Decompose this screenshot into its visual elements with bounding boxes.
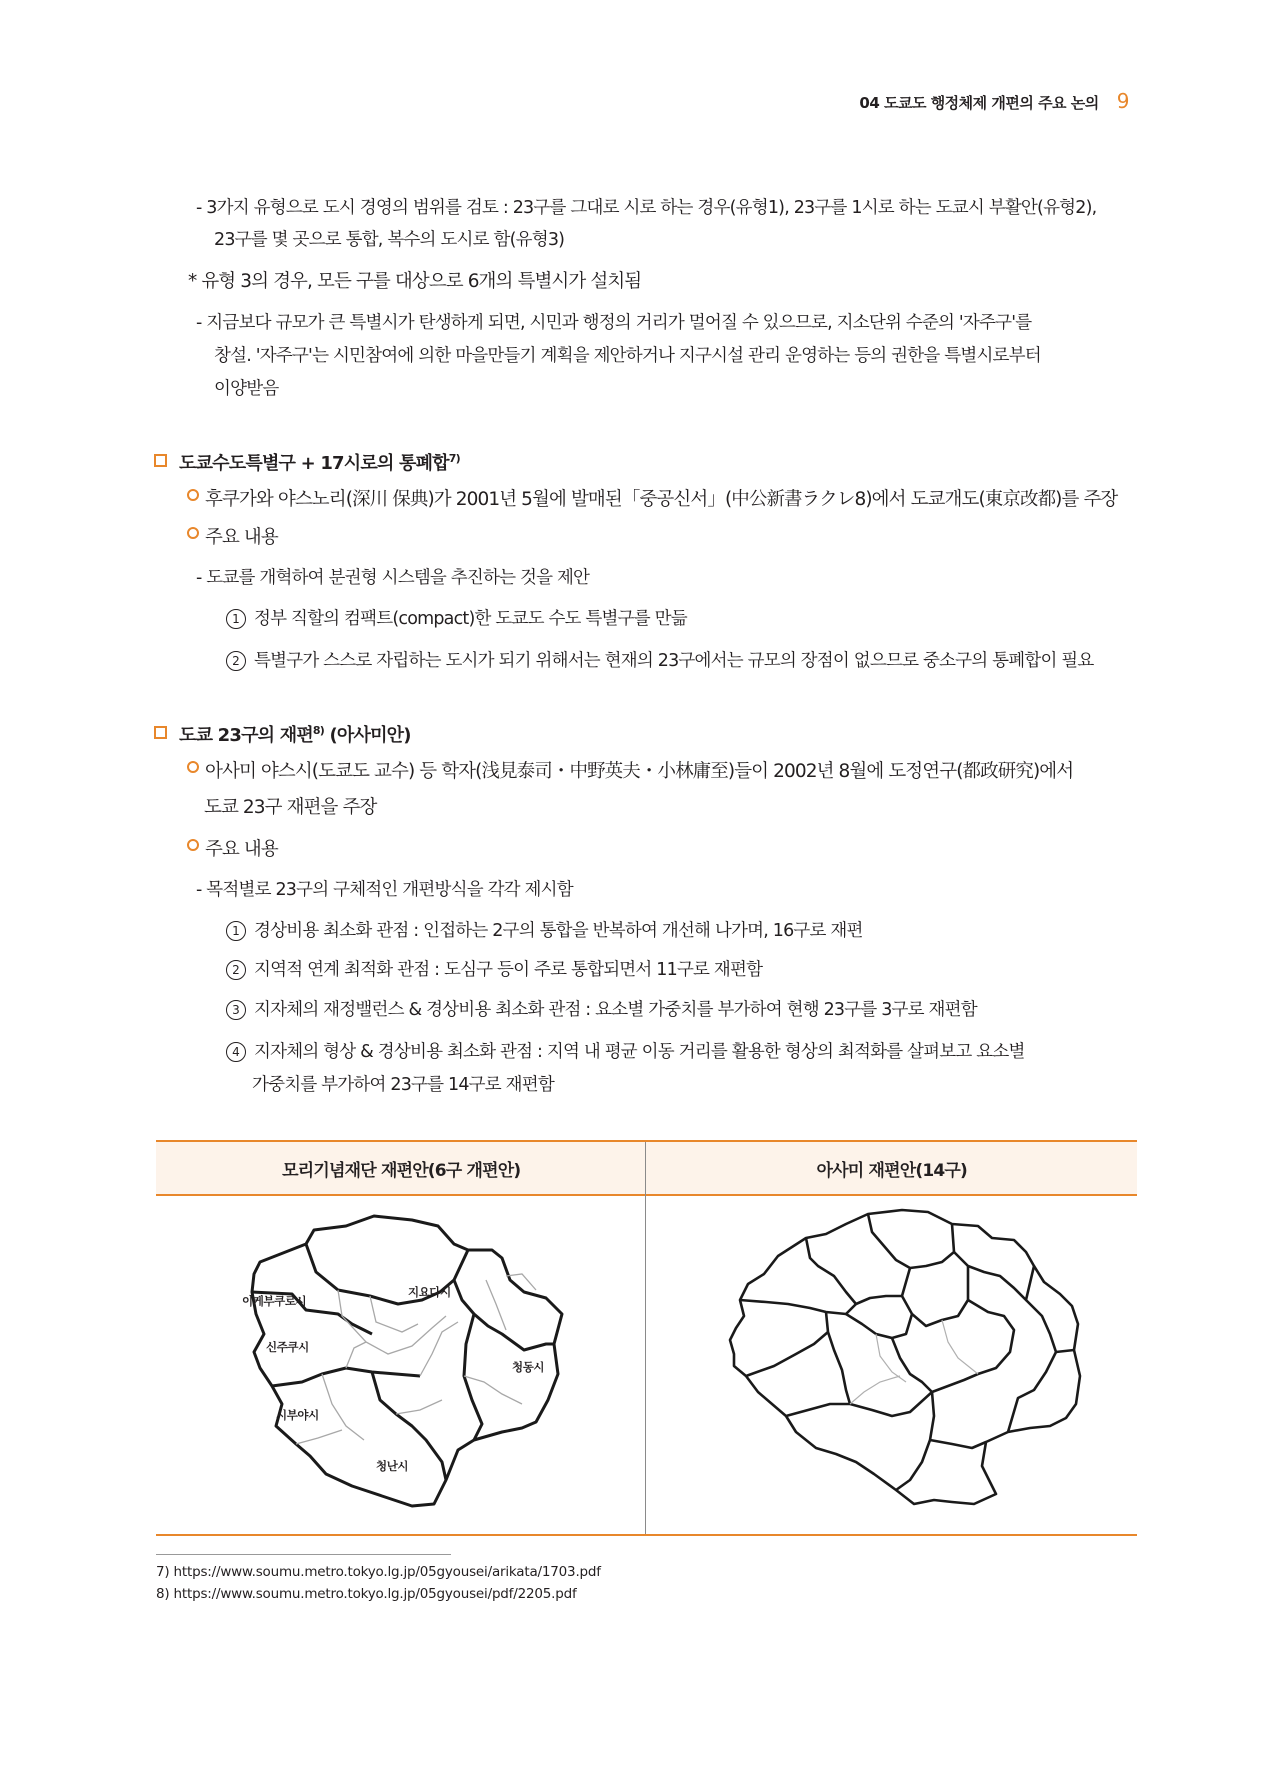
section2-bullet-2 [187, 838, 278, 862]
section2-dash-1: - 목적별로 23구의 구체적인 개편방식을 각각 제시함 [196, 880, 573, 900]
map-outline [730, 1210, 1080, 1504]
section2-heading [154, 719, 411, 748]
section2-item-1-text: 경상비용 최소화 관점 : 인접하는 2구의 통합을 반복하여 개선해 나가며, 16구로 재편 [254, 921, 863, 941]
section2-item-3 [226, 998, 977, 1022]
map-boundary [826, 1312, 850, 1404]
circle-bullet-icon [187, 761, 199, 773]
section1-bullet-2-text: 주요 내용 [205, 527, 278, 548]
section2-bullet-1-cont: 도쿄 23구 재편을 주장 [204, 797, 377, 818]
intro-line-4: 창설. '자주구'는 시민참여에 의한 마을만들기 계획을 제안하거나 지구시설 관리 운영하는 등의 권한을 특별시로부터 [214, 346, 1041, 366]
map-label-jonan: 청난시 [376, 1459, 409, 1473]
asami-14-ward-map [696, 1204, 1116, 1524]
footnote-rule [156, 1554, 451, 1555]
footnote-8[interactable]: 8) https://www.soumu.metro.tokyo.lg.jp/05gyousei/pdf/2205.pdf [156, 1586, 577, 1602]
map-label-joto: 청동시 [512, 1360, 545, 1374]
map-boundary [1008, 1352, 1056, 1432]
map-ward-line [322, 1374, 364, 1440]
map-ward-line [942, 1320, 978, 1374]
section1-item-2-text: 특별구가 스스로 자립하는 도시가 되기 위해서는 현재의 23구에서는 규모의 장점이 없으므로 중소구의 통폐합이 필요 [254, 651, 1094, 671]
circle-bullet-icon [187, 839, 199, 851]
table-header-left: 모리기념재단 재편안(6구 개편안) [282, 1160, 521, 1181]
map-ward-line [296, 1430, 342, 1444]
map-ward-line [486, 1280, 506, 1330]
section1-bullet-1 [187, 488, 1117, 512]
intro-line-3: - 지금보다 규모가 큰 특별시가 탄생하게 되면, 시민과 행정의 거리가 멀어질 수 있으므로, 지소단위 수준의 '자주구'를 [196, 313, 1032, 333]
section1-heading [154, 447, 460, 476]
map-ward-line [850, 1376, 900, 1404]
section2-title-suffix: (아사미안) [324, 725, 411, 746]
section1-item-2 [226, 649, 1094, 673]
footnote-ref-7[interactable]: 7) [448, 452, 460, 465]
section1-bullet-2 [187, 526, 278, 550]
section2-item-4-text: 지자체의 형상 & 경상비용 최소화 관점 : 지역 내 평균 이동 거리를 활용한 형상의 최적화를 살펴보고 요소별 [254, 1042, 1025, 1062]
section2-item-2 [226, 958, 762, 982]
header-title: 04 도쿄도 행정체제 개편의 주요 논의 [859, 94, 1099, 112]
section2-item-1 [226, 919, 863, 943]
map-boundary [846, 1314, 912, 1338]
intro-line-2: 23구를 몇 곳으로 통합, 복수의 도시로 함(유형3) [214, 230, 565, 250]
map-label-ikebukuro: 이케부쿠로시 [242, 1294, 307, 1308]
table-header-right: 아사미 재편안(14구) [816, 1160, 967, 1181]
map-label-shinjuku: 신주쿠시 [266, 1340, 309, 1354]
circled-number: 1 [226, 609, 246, 629]
map-boundary [932, 1300, 1014, 1392]
circled-number: 1 [226, 921, 246, 941]
circled-number: 2 [226, 960, 246, 980]
intro-note: * 유형 3의 경우, 모든 구를 대상으로 6개의 특별시가 설치됨 [188, 271, 642, 292]
section2-title: 도쿄 23구의 재편 [179, 725, 313, 746]
map-boundary [746, 1332, 828, 1376]
intro-line-5: 이양받음 [214, 379, 279, 399]
footnote-7[interactable]: 7) https://www.soumu.metro.tokyo.lg.jp/05gyousei/arikata/1703.pdf [156, 1564, 601, 1580]
circled-number: 3 [226, 1000, 246, 1020]
section1-dash-1: - 도쿄를 개혁하여 분권형 시스템을 추진하는 것을 제안 [196, 568, 590, 588]
table-column-divider [645, 1142, 646, 1534]
map-boundary [806, 1238, 856, 1304]
circle-bullet-icon [187, 527, 199, 539]
section1-item-1-text: 정부 직할의 컴팩트(compact)한 도쿄도 수도 특별구를 만듦 [254, 609, 687, 629]
map-boundary [954, 1252, 1034, 1300]
footnote-ref-8[interactable]: 8) [312, 724, 325, 737]
map-label-shibuya: 시부야시 [276, 1408, 319, 1422]
circled-number: 2 [226, 651, 246, 671]
section2-item-2-text: 지역적 연계 최적화 관점 : 도심구 등이 주로 통합되면서 11구로 재편함 [254, 960, 763, 980]
section2-item-4-cont: 가중치를 부가하여 23구를 14구로 재편함 [252, 1075, 554, 1095]
square-bullet-icon [154, 454, 167, 467]
map-boundary [868, 1214, 954, 1268]
map-boundary [272, 1368, 420, 1386]
circle-bullet-icon [187, 489, 199, 501]
section2-bullet-1 [187, 760, 1073, 784]
section2-bullet-1-text: 아사미 야스시(도쿄도 교수) 등 학자(浅見泰司・中野英夫・小林庸至)들이 2002년 8월에 도정연구(都政研究)에서 [205, 761, 1074, 782]
section1-item-1 [226, 607, 687, 631]
map-ward-line [346, 1342, 366, 1368]
intro-line-1: - 3가지 유형으로 도시 경영의 범위를 검토 : 23구를 그대로 시로 하는 경우(유형1), 23구를 1시로 하는 도쿄시 부활안(유형2), [196, 198, 1097, 218]
section1-title: 도쿄수도특별구 + 17시로의 통폐합 [179, 453, 449, 474]
map-boundary [740, 1300, 856, 1314]
running-header [859, 89, 1129, 113]
map-boundary [454, 1280, 554, 1350]
table-header-row [156, 1142, 1137, 1196]
map-label-jiyoda: 지요다시 [408, 1285, 451, 1299]
section2-item-4 [226, 1040, 1025, 1064]
map-ward-line [420, 1322, 458, 1376]
map-boundary [1026, 1300, 1074, 1352]
map-comparison-table [156, 1140, 1137, 1536]
page-number: 9 [1116, 89, 1129, 113]
map-boundary [856, 1268, 910, 1304]
circled-number: 4 [226, 1042, 246, 1062]
map-ward-line [396, 1400, 442, 1414]
map-boundary [930, 1440, 986, 1448]
section2-item-3-text: 지자체의 재정밸런스 & 경상비용 최소화 관점 : 요소별 가중치를 부가하여 현행 23구를 3구로 재편함 [254, 1000, 977, 1020]
square-bullet-icon [154, 726, 167, 739]
section2-bullet-2-text: 주요 내용 [205, 839, 278, 860]
map-boundary [892, 1338, 932, 1392]
section1-bullet-1-text: 후쿠가와 야스노리(深川 保典)가 2001년 5월에 발매된「중공신서」(中公新書ラクレ8)에서 도쿄개도(東京改都)를 주장 [205, 489, 1118, 510]
